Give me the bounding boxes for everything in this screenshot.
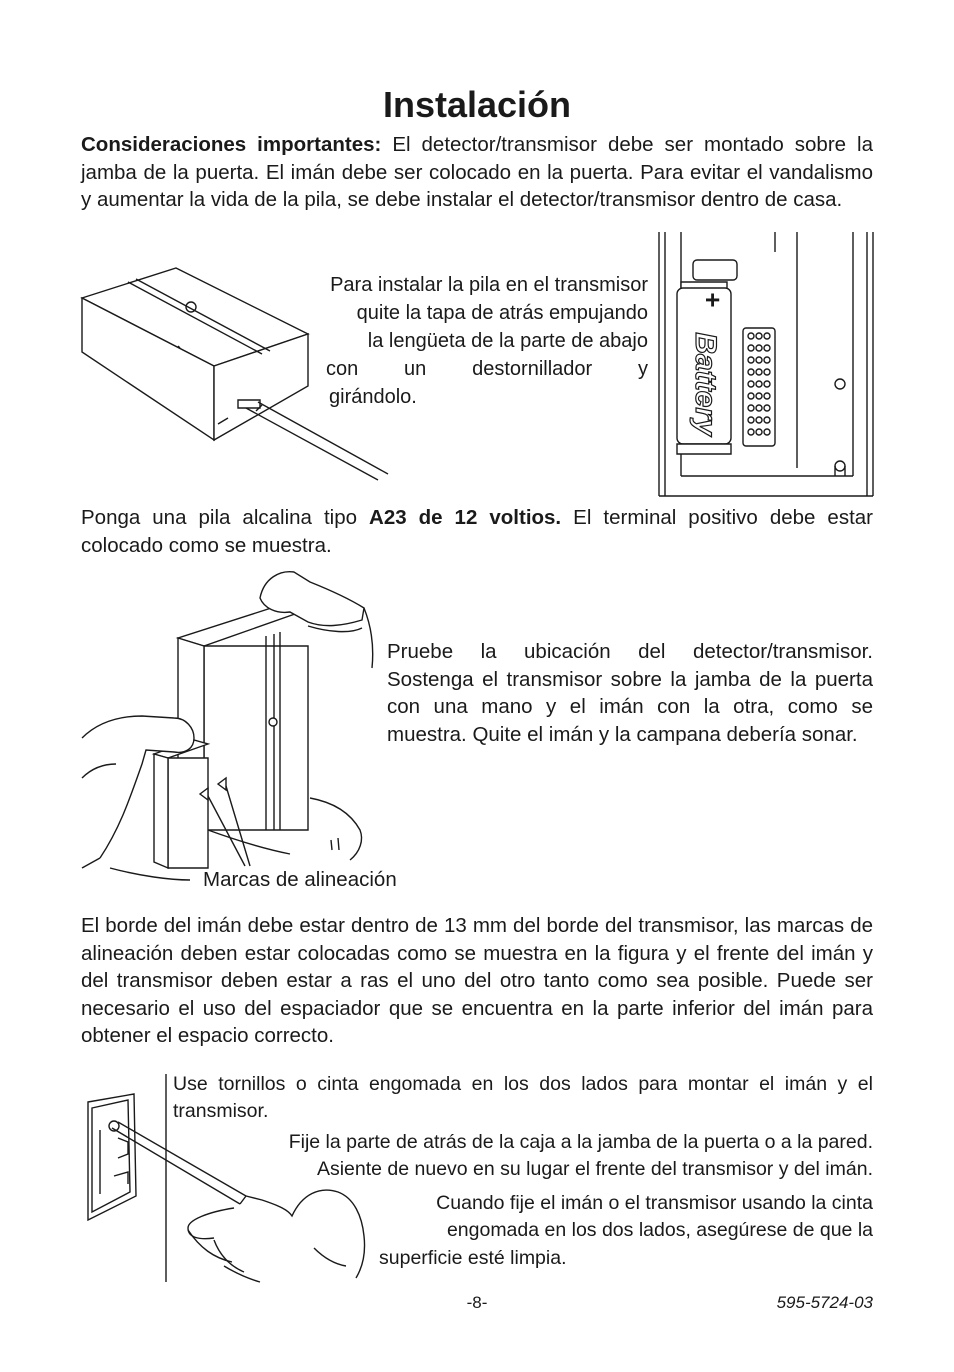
battery-install-line: Para instalar la pila en el transmisor bbox=[330, 274, 648, 296]
intro-text: El detector/transmisor debe ser montado sobre la jamba de la puerta. El imán debe ser colocado en la puerta. Para evitar el vandalismo y aumentar la vida de la pila, se debe instalar el detector/transmisor dentro de casa. bbox=[81, 133, 873, 211]
battery-install-line: con un destornillador y bbox=[326, 358, 648, 380]
battery-type-bold: A23 de 12 voltios. bbox=[369, 506, 562, 529]
document-number: 595-5724-03 bbox=[776, 1293, 873, 1312]
intro-bold-label: Consideraciones importantes: bbox=[81, 133, 382, 156]
battery-type-pre: Ponga una pila alcalina tipo bbox=[81, 506, 357, 529]
mounting-step-3c: superficie esté limpia. bbox=[379, 1247, 567, 1269]
battery-type-post: El terminal positivo debe estar colocado como se muestra. bbox=[81, 506, 874, 557]
test-location-paragraph: Pruebe la ubicación del detector/transmisor. Sostenga el transmisor sobre la jamba de la puerta con una mano y el imán con la otra, como se muestra. Quite el imán y la campana debería sonar. bbox=[387, 640, 873, 746]
mounting-step-3a: Cuando fije el imán o el transmisor usando la cinta bbox=[436, 1192, 873, 1214]
mounting-step-2a: Fije la parte de atrás de la caja a la jamba de la puerta o a la pared. bbox=[288, 1131, 873, 1153]
alignment-test-illustration bbox=[80, 568, 380, 888]
mounting-step-3b: engomada en los dos lados, asegúrese de que la bbox=[446, 1219, 873, 1241]
battery-type-paragraph bbox=[81, 504, 873, 559]
edge-note-paragraph: El borde del imán debe estar dentro de 13 mm del borde del transmisor, las marcas de alineación deben estar colocadas como se muestra en la figura y el frente del imán y del transmisor deben estar a ras el uno del otro tanto como sea posible. Puede ser necesario el uso del espaciador que se encuentra en la parte inferior del imán para obtener el espacio correcto. bbox=[81, 914, 873, 1047]
page-number: -8- bbox=[466, 1293, 488, 1312]
battery-install-text bbox=[236, 271, 648, 411]
intro-paragraph bbox=[81, 131, 873, 214]
battery-plus-sign: + bbox=[698, 292, 728, 308]
battery-label: Battery bbox=[689, 332, 723, 436]
mounting-step-1: Use tornillos o cinta engomada en los dos lados para montar el imán y el transmisor. bbox=[173, 1073, 873, 1122]
battery-compartment-illustration bbox=[657, 230, 875, 498]
page-title: Instalación bbox=[382, 84, 572, 125]
battery-install-line: girándolo. bbox=[329, 386, 417, 408]
alignment-marks-label: Marcas de alineación bbox=[203, 868, 397, 891]
mounting-step-2b: Asiente de nuevo en su lugar el frente del transmisor y del imán. bbox=[316, 1158, 873, 1180]
battery-install-line: quite la tapa de atrás empujando bbox=[356, 302, 648, 324]
battery-install-line: la lengüeta de la parte de abajo bbox=[367, 330, 648, 352]
